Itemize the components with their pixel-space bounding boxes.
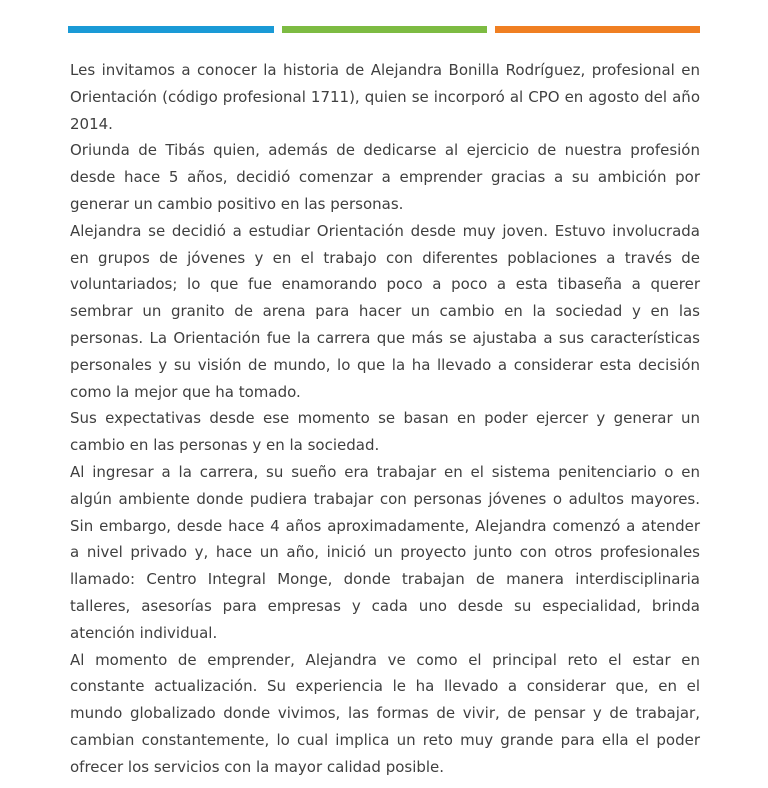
article-paragraph-4: Sus expectativas desde ese momento se basan en poder ejercer y generar un cambio en las personas y en la sociedad. — [70, 409, 700, 455]
accent-bar-orange — [495, 26, 700, 33]
accent-bar-green — [282, 26, 487, 33]
article-paragraph-3: Alejandra se decidió a estudiar Orientación desde muy joven. Estuvo involucrada en grupos de jóvenes y en el trabajo con diferentes poblaciones a través de voluntariados; lo que fue enamorando poco a poco a esta tibaseña a querer sembrar un granito de arena para hacer un cambio en la sociedad y en las personas. La Orientación fue la carrera que más se ajustaba a sus características personales y su visión de mundo, lo que la ha llevado a considerar esta decisión como la mejor que ha tomado. — [70, 221, 700, 401]
article-body — [70, 57, 700, 781]
article-paragraph-6: Al momento de emprender, Alejandra ve como el principal reto el estar en constante actualización. Su experiencia le ha llevado a considerar que, en el mundo globalizado donde vivimos, las formas de vivir, de pensar y de trabajar, cambian constantemente, lo cual implica un reto muy grande para ella el poder ofrecer los servicios con la mayor calidad posible. — [70, 650, 700, 776]
article-paragraph-2: Oriunda de Tibás quien, además de dedicarse al ejercicio de nuestra profesión desde hace 5 años, decidió comenzar a emprender gracias a su ambición por generar un cambio positivo en las personas. — [70, 141, 700, 213]
article-paragraph-5: Al ingresar a la carrera, su sueño era trabajar en el sistema penitenciario o en algún ambiente donde pudiera trabajar con personas jóvenes o adultos mayores. Sin embargo, desde hace 4 años aproximadamente, Alejandra comenzó a atender a nivel privado y, hace un año, inició un proyecto junto con otros profesionales llamado: Centro Integral Monge, donde trabajan de manera interdisciplinaria talleres, asesorías para empresas y cada uno desde su especialidad, brinda atención individual. — [70, 462, 700, 642]
article-paragraph-1: Les invitamos a conocer la historia de Alejandra Bonilla Rodríguez, profesional en Orientación (código profesional 1711), quien se incorporó al CPO en agosto del año 2014. — [70, 61, 700, 133]
accent-bar-blue — [68, 26, 274, 33]
accent-color-bars — [68, 26, 700, 33]
